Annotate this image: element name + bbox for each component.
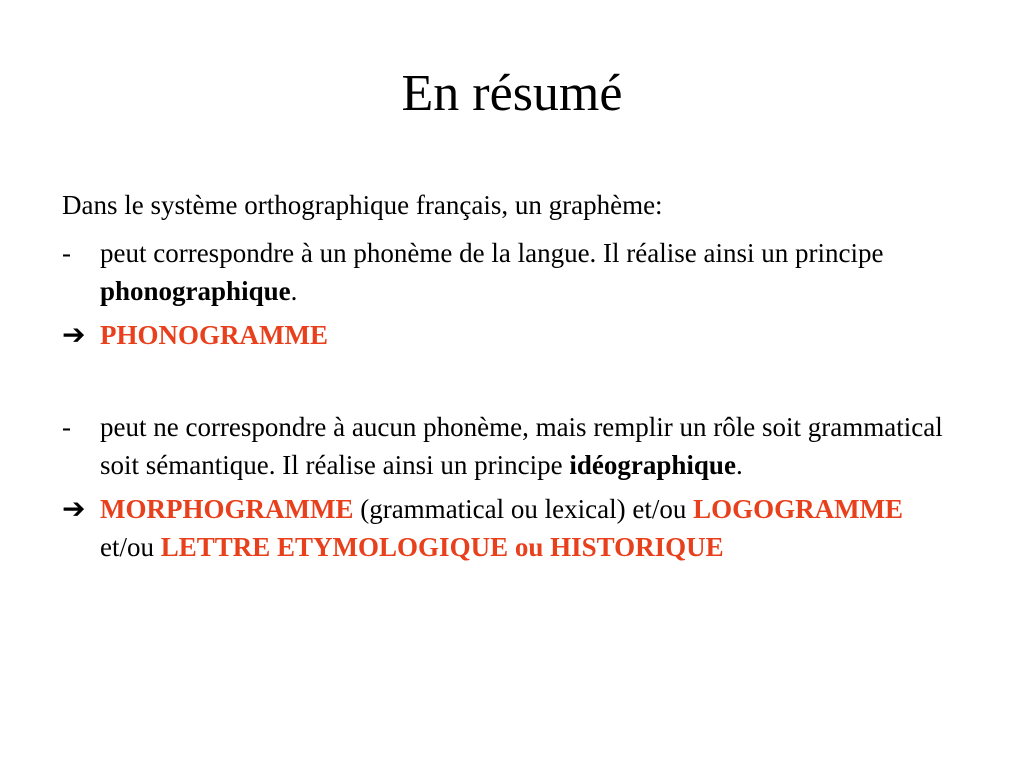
connector-text: (grammatical ou lexical) et/ou: [353, 494, 694, 524]
result-text: [100, 490, 962, 566]
term-lettre-etymologique: LETTRE ETYMOLOGIQUE ou HISTORIQUE: [160, 532, 724, 562]
bullet-bold-term: idéographique: [569, 450, 736, 480]
bullet-dash: -: [62, 238, 71, 268]
term-logogramme: LOGOGRAMME: [693, 494, 904, 524]
term-phonogramme: PHONOGRAMME: [100, 320, 328, 350]
bullet-ideographique: [62, 408, 962, 484]
bullet-text: [100, 234, 962, 310]
bullet-text-after: .: [290, 276, 298, 306]
bullet-dash: -: [62, 412, 71, 442]
arrow-right-icon: ➔: [62, 318, 86, 351]
term-morphogramme: MORPHOGRAMME: [100, 494, 354, 524]
result-phonogramme: [62, 316, 962, 354]
spacer: [62, 354, 962, 408]
bullet-phonographique: [62, 234, 962, 310]
slide-body: [62, 186, 962, 566]
bullet-text-before: peut ne correspondre à aucun phonème, mais remplir un rôle soit grammatical soit sémantique. Il réalise ainsi un principe: [100, 412, 943, 480]
result-text: [100, 316, 962, 354]
bullet-text-after: .: [735, 450, 743, 480]
slide-title: En résumé: [401, 65, 623, 122]
intro-text: Dans le système orthographique français, un graphème:: [62, 190, 663, 220]
connector-text: et/ou: [100, 532, 161, 562]
arrow-right-icon: ➔: [62, 492, 86, 525]
bullet-text: [100, 408, 962, 484]
bullet-bold-term: phonographique: [100, 276, 291, 306]
result-morphogramme: [62, 490, 962, 566]
bullet-text-before: peut correspondre à un phonème de la langue. Il réalise ainsi un principe: [100, 238, 884, 268]
